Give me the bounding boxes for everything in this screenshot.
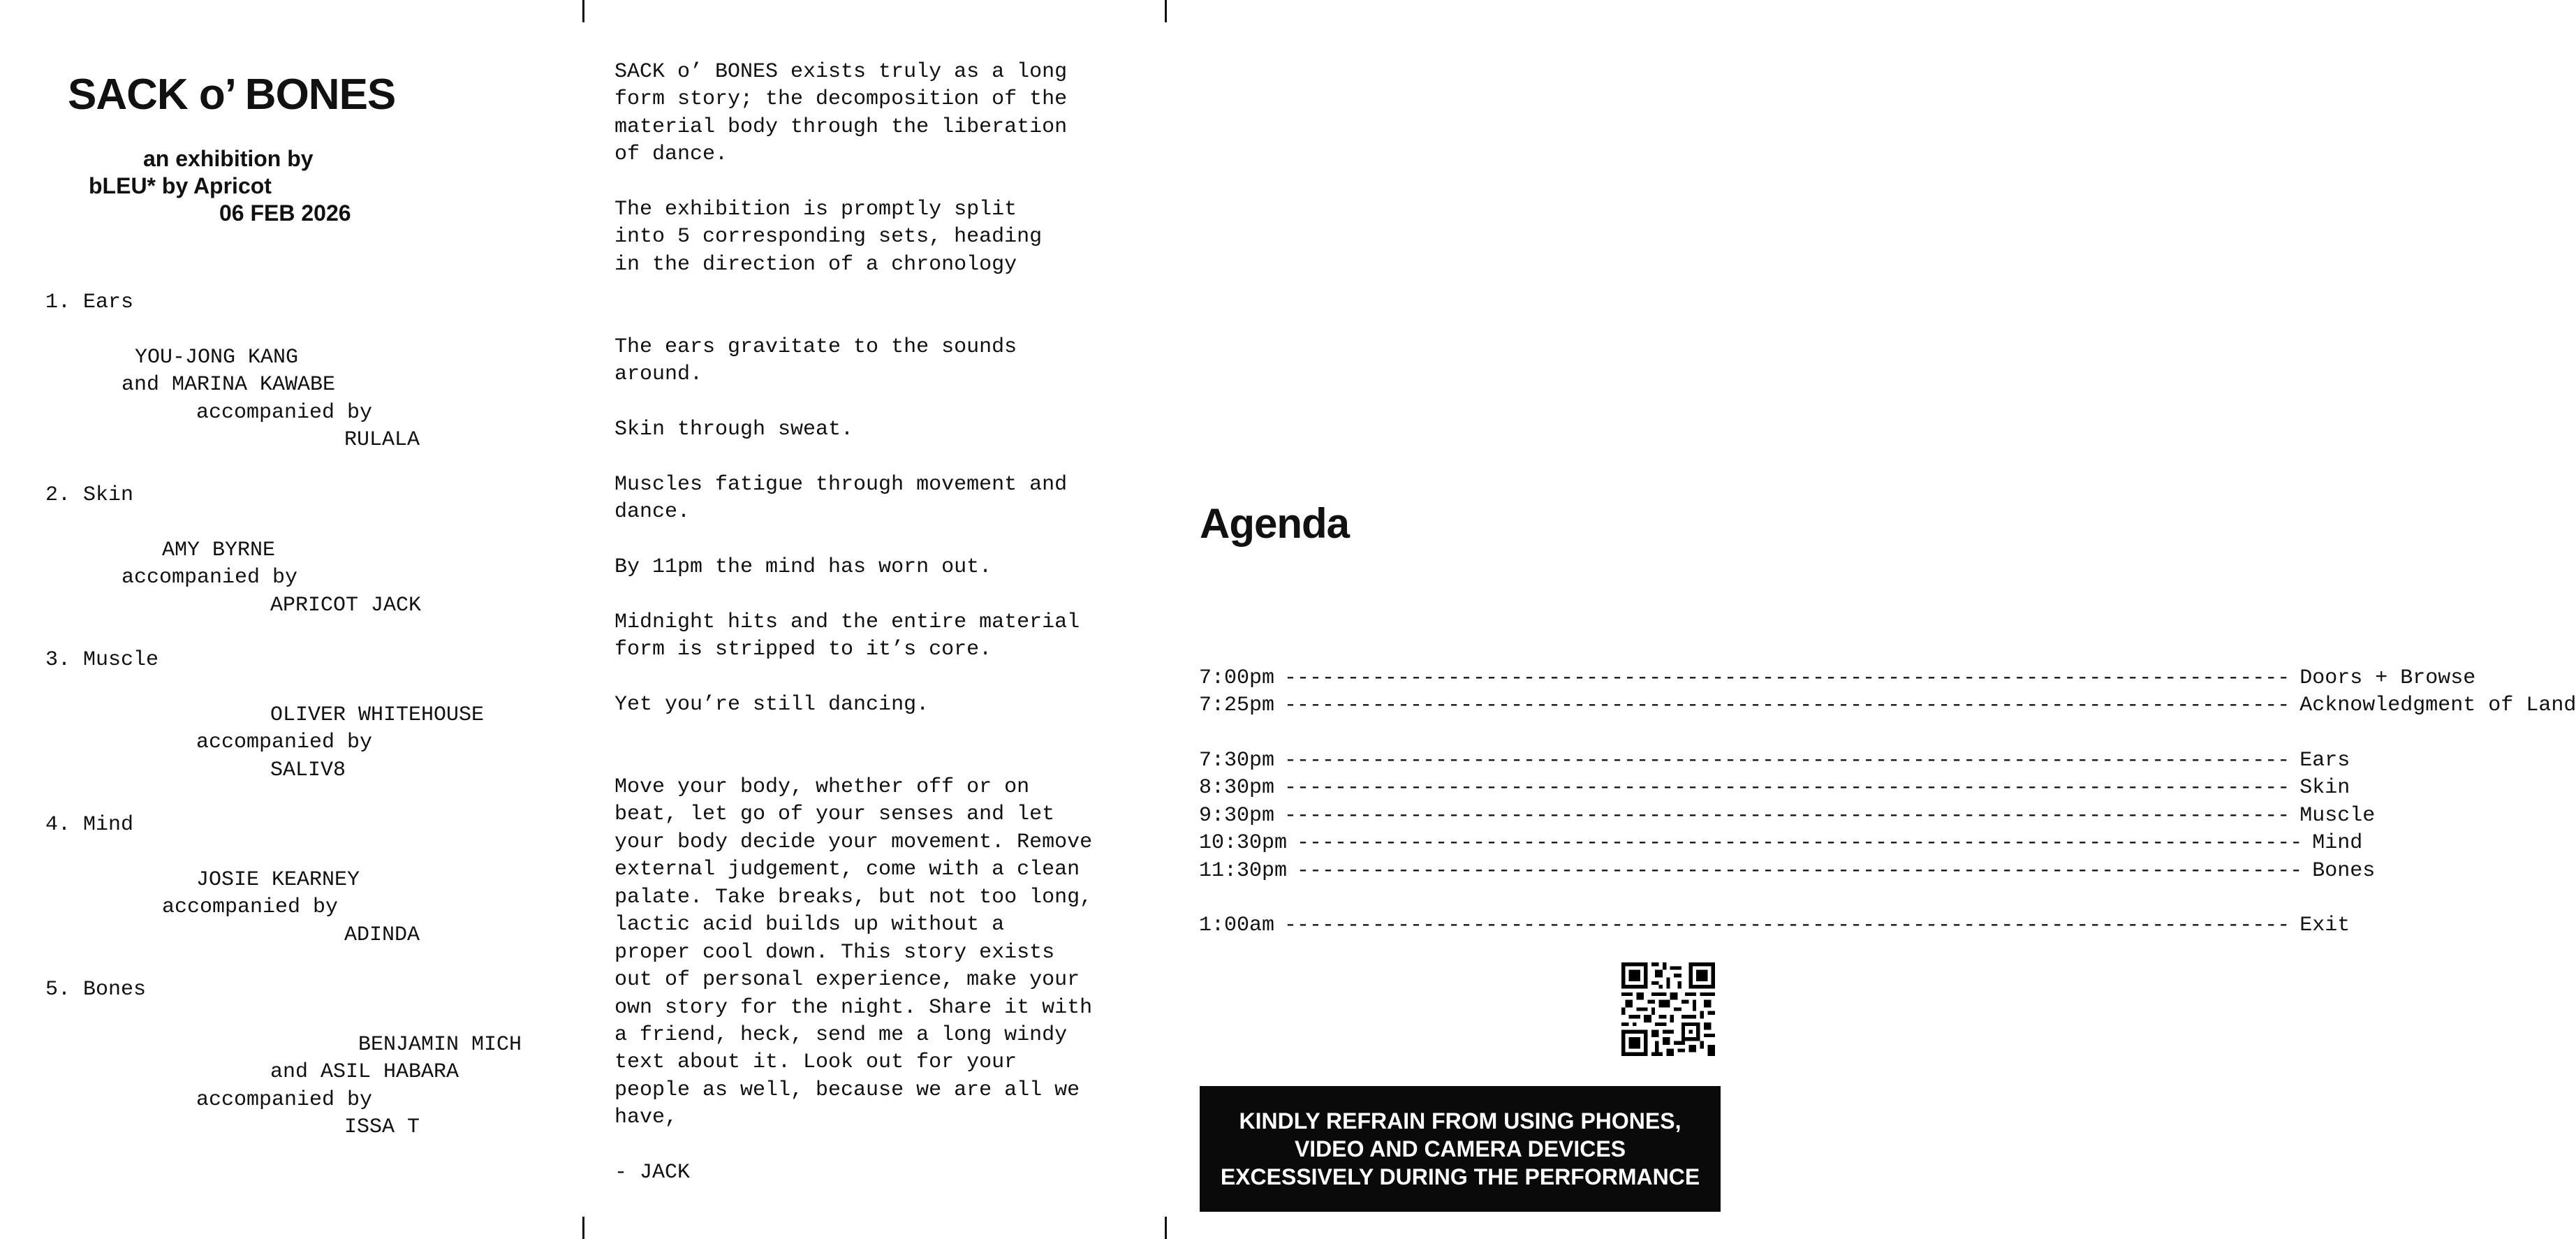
agenda-item: [1199, 830, 2363, 858]
story-split-line: The exhibition is promptly split: [614, 198, 1017, 221]
agenda-leader: --------------------------------------------------------------------------------: [1297, 831, 2303, 855]
story-message-line: out of personal experience, make your: [614, 968, 1080, 992]
story-message-line: lactic acid builds up without a: [614, 913, 1005, 937]
agenda-time: 11:30pm: [1199, 859, 1288, 883]
agenda-time: 9:30pm: [1199, 804, 1275, 828]
agenda-event: Acknowledgment of Land: [2299, 694, 2576, 717]
story-message-line: have,: [614, 1106, 678, 1129]
agenda-event: Doors + Browse: [2299, 666, 2476, 690]
set-heading-mind: 4. Mind: [45, 813, 134, 837]
story-mind-line: By 11pm the mind has worn out.: [614, 555, 992, 579]
set-heading-ears: 1. Ears: [45, 291, 134, 314]
page-title: SACK o’ BONES: [68, 71, 396, 119]
notice-line: KINDLY REFRAIN FROM USING PHONES,: [1239, 1108, 1681, 1134]
set-heading-skin: 2. Skin: [45, 483, 134, 507]
set-dj-line: RULALA: [344, 428, 420, 452]
story-split-line: into 5 corresponding sets, heading: [614, 225, 1043, 249]
set-accompanied-line: accompanied by: [196, 401, 373, 425]
set-accompanied-line: accompanied by: [196, 1088, 373, 1112]
agenda-time: 10:30pm: [1199, 831, 1288, 855]
set-artist-line: and ASIL HABARA: [270, 1060, 459, 1084]
set-artist-line: AMY BYRNE: [162, 538, 276, 562]
story-midnight-line: form is stripped to it’s core.: [614, 638, 992, 661]
agenda-item: [1199, 858, 2376, 886]
story-ears-line: The ears gravitate to the sounds: [614, 335, 1017, 359]
story-intro-line: material body through the liberation: [614, 115, 1068, 139]
event-date: 06 FEB 2026: [219, 200, 351, 226]
story-message-line: people as well, because we are all we: [614, 1078, 1080, 1102]
set-dj-line: SALIV8: [270, 758, 346, 782]
agenda-event: Skin: [2299, 776, 2350, 800]
story-message-line: beat, let go of your senses and let: [614, 802, 1055, 826]
agenda-event: Ears: [2299, 749, 2350, 772]
agenda-item: [1199, 692, 2576, 720]
agenda-time: 7:00pm: [1199, 666, 1275, 690]
agenda-time: 7:25pm: [1199, 694, 1275, 717]
agenda-time: 7:30pm: [1199, 749, 1275, 772]
set-artist-line: BENJAMIN MICH: [358, 1033, 522, 1057]
story-skin-line: Skin through sweat.: [614, 418, 854, 441]
agenda-leader: --------------------------------------------------------------------------------: [1297, 859, 2303, 883]
story-intro-line: of dance.: [614, 142, 728, 166]
story-intro-line: SACK o’ BONES exists truly as a long: [614, 60, 1068, 84]
set-artist-line: JOSIE KEARNEY: [196, 868, 360, 892]
set-artist-line: OLIVER WHITEHOUSE: [270, 703, 485, 727]
agenda-leader: --------------------------------------------------------------------------------: [1284, 694, 2290, 717]
story-still-dancing-line: Yet you’re still dancing.: [614, 693, 929, 717]
agenda-time: 8:30pm: [1199, 776, 1275, 800]
agenda-title: Agenda: [1200, 500, 1350, 547]
set-artist-line: and MARINA KAWABE: [122, 373, 336, 397]
story-message-line: own story for the night. Share it with: [614, 996, 1093, 1020]
notice-line: VIDEO AND CAMERA DEVICES: [1294, 1136, 1626, 1161]
agenda-item: [1199, 775, 2350, 802]
subtitle-exhibition-by: an exhibition by: [143, 146, 314, 171]
agenda-leader: --------------------------------------------------------------------------------: [1284, 804, 2290, 828]
fold-mark-top-left: [582, 0, 584, 22]
story-split-line: in the direction of a chronology: [614, 253, 1017, 277]
set-heading-bones: 5. Bones: [45, 978, 147, 1002]
agenda-item: [1199, 912, 2350, 940]
fold-mark-top-right: [1165, 0, 1167, 22]
agenda-event: Muscle: [2299, 804, 2376, 828]
set-accompanied-line: accompanied by: [196, 731, 373, 754]
story-message-line: your body decide your movement. Remove: [614, 830, 1093, 854]
notice-line: EXCESSIVELY DURING THE PERFORMANCE: [1220, 1164, 1700, 1189]
subtitle-organizer: bLEU* by Apricot: [89, 173, 272, 198]
set-dj-line: APRICOT JACK: [270, 594, 422, 617]
story-ears-line: around.: [614, 362, 703, 386]
agenda-item: [1199, 802, 2376, 830]
agenda-event: Exit: [2299, 914, 2350, 937]
fold-mark-bottom-right: [1165, 1217, 1167, 1239]
set-accompanied-line: accompanied by: [162, 895, 339, 919]
set-accompanied-line: accompanied by: [122, 566, 298, 589]
story-message-line: external judgement, come with a clean: [614, 858, 1080, 881]
agenda-item: [1199, 665, 2476, 693]
story-message-line: proper cool down. This story exists: [614, 941, 1055, 965]
agenda-leader: --------------------------------------------------------------------------------: [1284, 776, 2290, 800]
story-midnight-line: Midnight hits and the entire material: [614, 610, 1080, 634]
story-muscles-line: dance.: [614, 500, 691, 524]
story-message-line: Move your body, whether off or on: [614, 775, 1030, 799]
agenda-time: 1:00am: [1199, 914, 1275, 937]
fold-mark-bottom-left: [582, 1217, 584, 1239]
agenda-event: Mind: [2312, 831, 2363, 855]
set-dj-line: ADINDA: [344, 923, 420, 947]
story-message-line: text about it. Look out for your: [614, 1050, 1017, 1074]
phone-usage-notice: [1200, 1086, 1721, 1212]
agenda-leader: --------------------------------------------------------------------------------: [1284, 749, 2290, 772]
story-muscles-line: Muscles fatigue through movement and: [614, 473, 1068, 497]
story-signature: - JACK: [614, 1161, 691, 1185]
story-message-line: a friend, heck, send me a long windy: [614, 1023, 1068, 1047]
set-dj-line: ISSA T: [344, 1115, 420, 1139]
story-intro-line: form story; the decomposition of the: [614, 87, 1068, 111]
set-artist-line: YOU-JONG KANG: [135, 346, 299, 369]
qr-code-icon[interactable]: [1621, 962, 1715, 1056]
set-heading-muscle: 3. Muscle: [45, 648, 159, 672]
agenda-leader: --------------------------------------------------------------------------------: [1284, 914, 2290, 937]
agenda-item: [1199, 747, 2350, 775]
agenda-leader: --------------------------------------------------------------------------------: [1284, 666, 2290, 690]
agenda-event: Bones: [2312, 859, 2376, 883]
story-message-line: palate. Take breaks, but not too long,: [614, 886, 1093, 909]
